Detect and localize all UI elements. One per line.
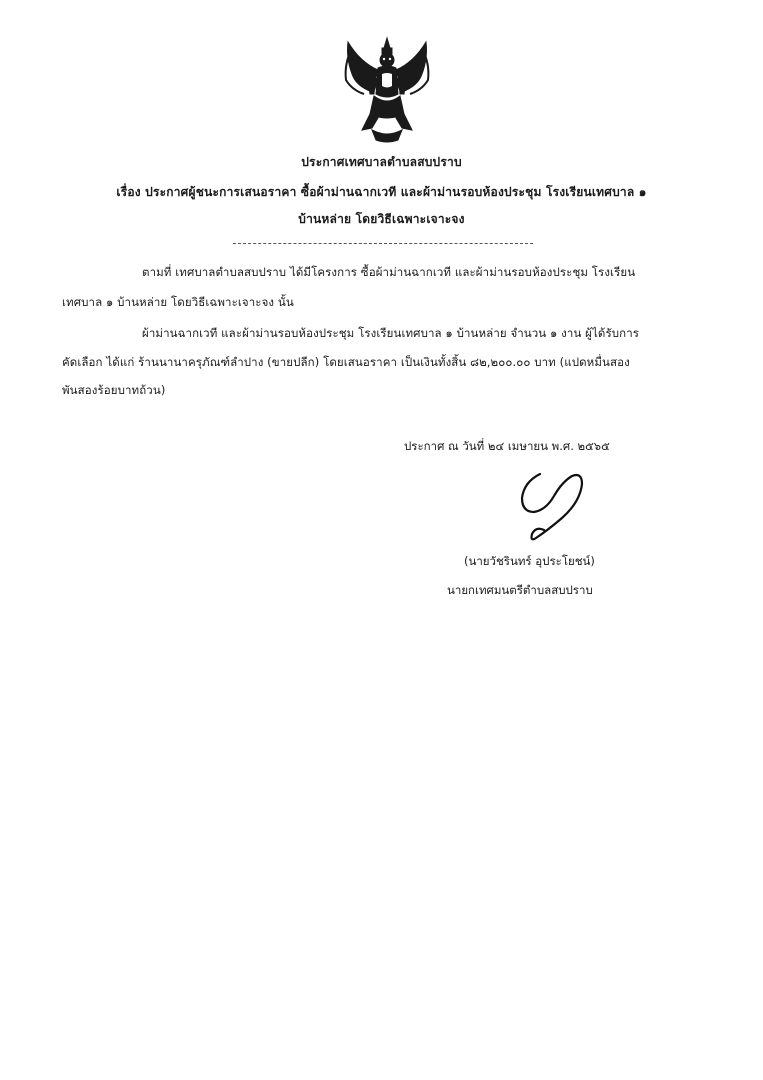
body-paragraph-2-line-1: ผ้าม่านฉากเวที และผ้าม่านรอบห้องประชุม โรงเรียนเทศบาล ๑ บ้านหล่าย จำนวน ๑ งาน ผู้ได้รับการ <box>142 326 640 340</box>
body-paragraph-2-line-3: พันสองร้อยบาทถ้วน) <box>62 383 166 397</box>
body-paragraph-1-line-2: เทศบาล ๑ บ้านหล่าย โดยวิธีเฉพาะเจาะจง นั้น <box>62 295 294 309</box>
announcement-title: ประกาศเทศบาลตำบลสบปราบ <box>301 155 462 169</box>
signer-position: นายกเทศมนตรีตำบลสบปราบ <box>447 583 593 597</box>
signer-name: (นายวัชรินทร์ อุประโยชน์) <box>464 554 595 568</box>
garuda-emblem-icon <box>332 34 442 144</box>
announcement-subject-line-1: เรื่อง ประกาศผู้ชนะการเสนอราคา ซื้อผ้าม่านฉากเวที และผ้าม่านรอบห้องประชุม โรงเรียนเทศบาล ๑ <box>116 185 647 199</box>
handwritten-signature <box>510 468 600 548</box>
title-divider <box>233 243 533 244</box>
body-paragraph-1-line-1: ตามที่ เทศบาลตำบลสบปราบ ได้มีโครงการ ซื้อผ้าม่านฉากเวที และผ้าม่านรอบห้องประชุม โรงเรียน <box>142 265 636 279</box>
announcement-date: ประกาศ ณ วันที่ ๒๔ เมษายน พ.ศ. ๒๕๖๕ <box>404 439 610 453</box>
body-paragraph-2-line-2: คัดเลือก ได้แก่ ร้านนานาครุภัณฑ์ลำปาง (ขายปลีก) โดยเสนอราคา เป็นเงินทั้งสิ้น ๘๒,๒๐๐.๐๐ บาท (แปดหมื่นสอง <box>62 355 630 369</box>
announcement-subject-line-2: บ้านหล่าย โดยวิธีเฉพาะเจาะจง <box>298 212 465 226</box>
